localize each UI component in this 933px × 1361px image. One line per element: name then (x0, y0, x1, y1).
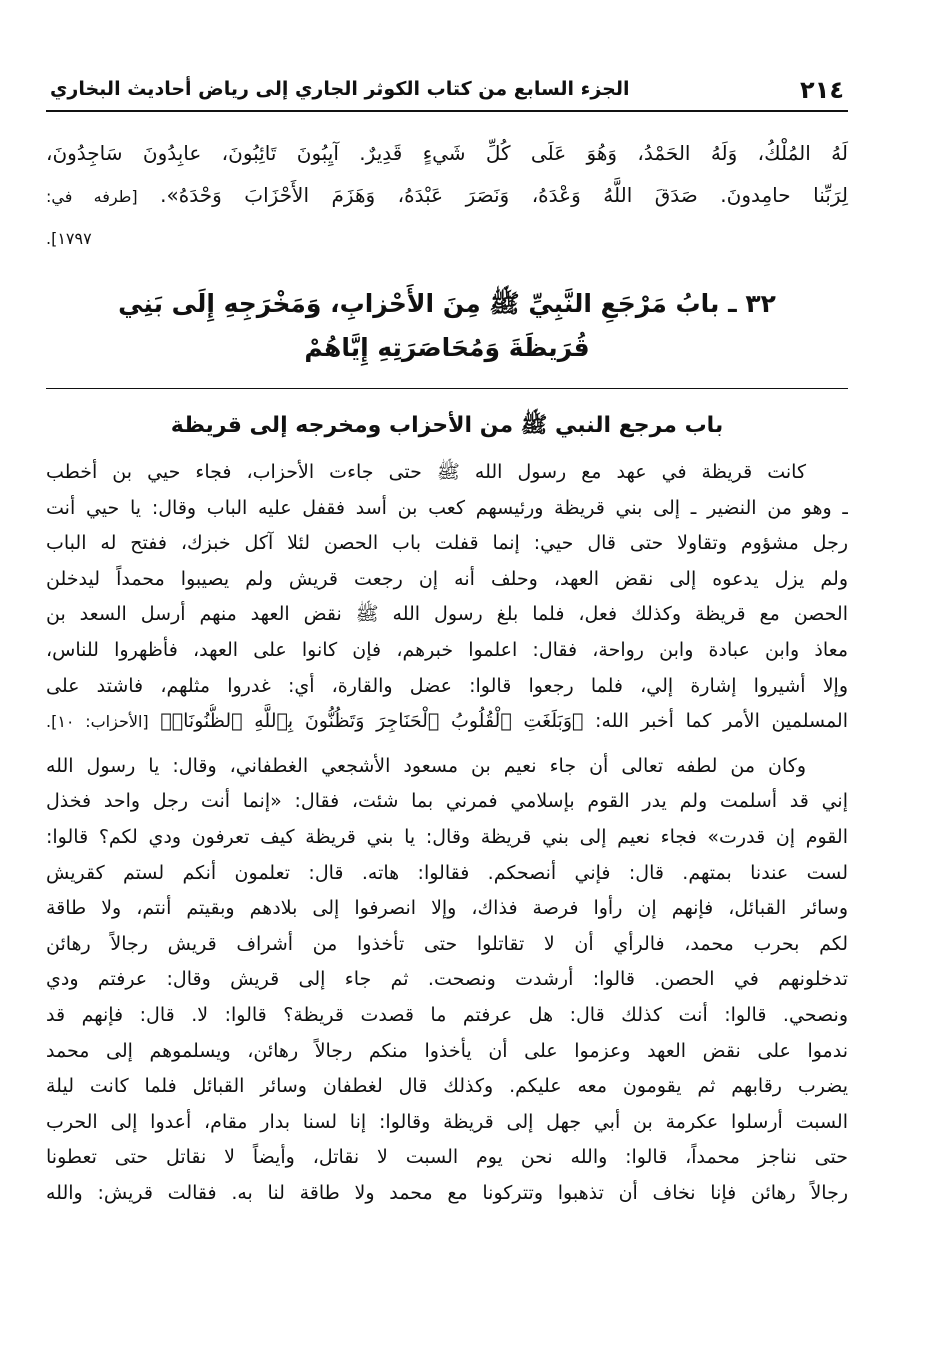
paragraph-2-line: القوم إن قدرت» فجاء نعيم إلى بني قريظة وقال: يا بني قريظة كيف تعرفون ودي لكم؟ قالوا: (46, 825, 848, 848)
paragraph-2-line: لكم بحرب محمد، فالرأي أن لا تقاتلوا حتى تأخذوا من أشراف قريش رجالاً رهائن (46, 932, 848, 955)
paragraph-1-line: رجل مشؤوم وتقاولا حتى قال حيي: إنما قفلت باب الحصن لئلا آكل خبزك، ففتح له الباب (46, 532, 848, 555)
commentary (46, 455, 848, 1211)
hadith-continuation (46, 132, 848, 260)
paragraph-2 (46, 749, 848, 1212)
paragraph-2-line: تدخلونهم في الحصن. قالوا: أرشدت ونصحت. ثم جاء إلى قريش وقال: عرفتم ودي (46, 968, 848, 991)
paragraph-2-line: رجالاً رهائن فإنا نخاف أن تذهبوا وتتركونا مع محمد ولا طاقة لنا به. فقالت قريش: والله (46, 1181, 848, 1204)
running-title: الجزء السابع من كتاب الكوثر الجاري إلى رياض أحاديث البخاري (50, 78, 630, 100)
chapter-title (46, 282, 848, 370)
paragraph-1 (46, 455, 848, 740)
paragraph-2-line: يضرب رقابهم ثم يقومون معه عليكم. وكذلك قال لغطفان وسائر القبائل فلما كانت ليلة (46, 1075, 848, 1098)
page-header (46, 66, 848, 112)
chapter-title-line-1: ٣٢ ـ بابُ مَرْجَعِ النَّبِيِّ ﷺ مِنَ الأَحْزابِ، وَمَخْرَجِهِ إِلَى بَنِي (118, 289, 776, 318)
hadith-reference-end: ١٧٩٧]. (46, 229, 92, 248)
paragraph-1-line: وإلا أشيروا إشارة إلي، فلما رجعوا قالوا: عضل والقارة، أي: غدروا مثلهم، فاشتد على (46, 674, 848, 697)
paragraph-2-line: لست عندنا بمتهم. قال: فإني أنصحكم. فقالوا: هاته. قال: تعلمون أنكم لستم كقريش (46, 861, 848, 884)
page-number: ٢١٤ (800, 76, 844, 104)
hadith-line-1: لَهُ المُلْكُ، وَلَهُ الحَمْدُ، وَهُوَ عَلَى كُلِّ شَيءٍ قَدِيرٌ. آيِبُونَ تَائِبُونَ، عابِدُونَ سَاجِدُونَ، (46, 141, 848, 165)
paragraph-1-line: ـ وهو من النضير ـ إلى بني قريظة ورئيسهم كعب بن أسد فقفل عليه الباب وقال: يا حيي أنت (46, 496, 848, 519)
quran-reference: [الأحزاب: ١٠]. (46, 712, 149, 732)
hadith-line-2-text: لِرَبِّنا حامِدونَ. صَدَقَ اللَّهُ وَعْدَهُ، وَنَصَرَ عَبْدَهُ، وَهَزَمَ الأَحْزَابَ وَحْدَهُ». (160, 183, 848, 207)
book-page (46, 66, 848, 1346)
hadith-reference-start: [طرفه في: (46, 187, 138, 206)
chapter-title-line-2: قُرَيظَةَ وَمُحَاصَرَتِهِ إِيَّاهُمْ (304, 333, 590, 362)
paragraph-2-line: وكان من لطفه تعالى أن جاء نعيم بن مسعود الأشجعي الغطفاني، وقال: يا رسول الله (46, 754, 806, 777)
paragraph-1-line: ولم يزل يدعوه إلى نقض العهد، وحلف أنه إن رجعت قريش ولم يصيبوا محمداً ليدخلن (46, 567, 848, 590)
section-divider (46, 388, 848, 389)
paragraph-1-line: معاذ وابن عبادة وابن رواحة، فقال: اعلموا خبرهم، فإن كانوا على العهد، فأظهروا للناس، (46, 638, 848, 661)
paragraph-1-last-line (46, 704, 848, 740)
paragraph-2-line: السبت أرسلوا عكرمة بن أبي جهل إلى قريظة وقالوا: إنا لسنا بدار مقام، أعدوا إلى الحرب (46, 1110, 848, 1133)
quran-quote-line: المسلمين الأمر كما أخبر الله: ﴿وَبَلَغَتِ ٱلْقُلُوبُ ٱلْحَنَاجِرَ وَتَظُنُّونَ بِٱللَّهِ ٱلظُّنُونَا۠﴾ (160, 710, 848, 733)
paragraph-2-line: وسائر القبائل، فإنهم إن رأوا فرصة فذاك، وإلا انصرفوا إلى بلادهم وبقيتم أنتم، ولا طاقة (46, 897, 848, 920)
paragraph-1-line: الحصن مع قريظة وكذلك فعل، فلما بلغ رسول الله ﷺ نقض العهد منهم أرسل السعد بن (46, 603, 848, 626)
hadith-line-2 (46, 174, 848, 218)
paragraph-2-line: إني قد أسلمت ولم يدر القوم بإسلامي فمرني بما شئت، فقال: «إنما أنت رجل واحد فخذل (46, 790, 848, 813)
paragraph-1-line: كانت قريظة في عهد مع رسول الله ﷺ حتى جاءت الأحزاب، فجاء حيي بن أخطب (46, 461, 806, 483)
paragraph-2-line: ونصحي. قالوا: أنت كذلك قال: هل عرفتم ما قصدت قريظة؟ قالوا: لا. قال: فإنهم قد (46, 1003, 848, 1026)
paragraph-2-line: حتى نناجز محمداً، قالوا: والله نحن يوم السبت لا نقاتل، وأيضاً لا نقاتل حتى تعطونا (46, 1146, 848, 1169)
paragraph-2-line: ندموا على نقض العهد وعزموا على أن يأخذوا منكم رجالاً رهائن، ويسلموهم إلى محمد (46, 1039, 848, 1062)
section-heading: باب مرجع النبي ﷺ من الأحزاب ومخرجه إلى قريظة (170, 413, 724, 438)
